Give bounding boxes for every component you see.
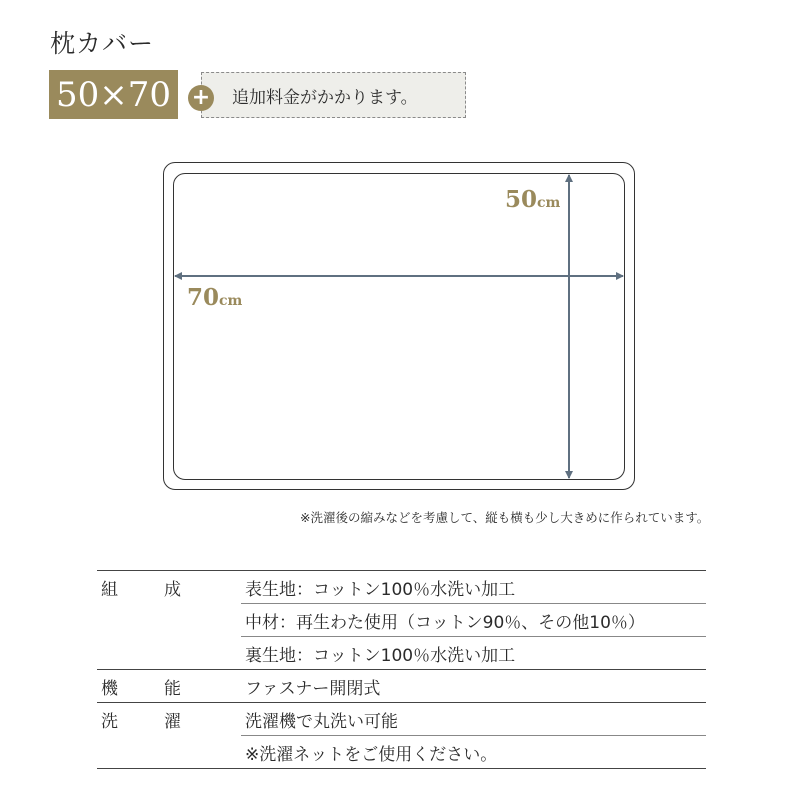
key-char: 濯 [164,711,181,732]
width-value: 70 [187,284,220,311]
height-unit: cm [537,195,561,211]
plus-icon: + [188,85,214,111]
shrinkage-note: ※洗濯後の縮みなどを考慮して、縦も横も少し大きめに作られています。 [300,510,710,525]
height-value: 50 [505,186,538,213]
width-unit: cm [219,293,243,309]
spec-value: 裏生地：コットン100％水洗い加工 [241,637,706,670]
spec-value: 中材：再生わた使用（コットン90％、その他10％） [241,604,706,637]
spec-table [97,570,706,769]
spec-value: ※洗濯ネットをご使用ください。 [241,736,706,769]
spec-row [97,571,706,604]
width-dimension-label [187,284,242,311]
spec-row [97,637,706,670]
key-char: 機 [101,678,118,699]
spec-row [97,703,706,736]
key-char: 洗 [101,711,118,732]
height-dimension-label [505,186,560,213]
spec-key-function [97,670,241,703]
key-char: 組 [101,579,118,600]
spec-key-washing [97,703,241,736]
key-char: 能 [164,678,181,699]
spec-row [97,736,706,769]
extra-charge-text: 追加料金がかかります。 [232,87,418,108]
spec-value: 表生地：コットン100％水洗い加工 [241,571,706,604]
spec-row [97,670,706,703]
key-char: 成 [164,579,181,600]
spec-value: ファスナー開閉式 [241,670,706,703]
spec-key-composition [97,571,241,604]
size-badge: 50×70 [49,70,178,119]
product-title: 枕カバー [50,29,155,58]
spec-row [97,604,706,637]
spec-value: 洗濯機で丸洗い可能 [241,703,706,736]
